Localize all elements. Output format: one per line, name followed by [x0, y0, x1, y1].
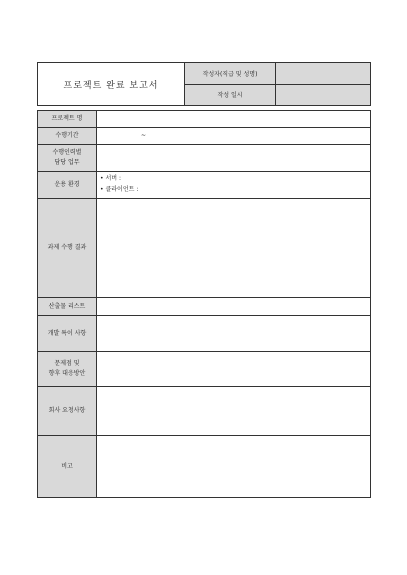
period-row: [38, 128, 371, 145]
results-row: [38, 199, 371, 298]
period-value: ~: [141, 132, 147, 139]
report-form: [37, 62, 371, 470]
staff-label-line2: 담당 업무: [54, 159, 80, 166]
requests-label: 회사 요청사항: [38, 387, 97, 436]
results-label: 과제 수행 결과: [38, 199, 97, 298]
env-row: [38, 172, 371, 199]
staff-label: [38, 145, 97, 172]
staff-label-line1: 수행인력별: [52, 149, 82, 156]
env-client: • 클라이언트 :: [100, 186, 139, 193]
date-value[interactable]: [276, 85, 370, 106]
remarks-label: 비고: [38, 436, 97, 498]
deliverables-value[interactable]: [97, 298, 371, 316]
report-title: 프로젝트 완료 보고서: [38, 63, 185, 105]
staff-value[interactable]: [97, 145, 371, 172]
project-name-value[interactable]: [97, 111, 371, 128]
issues-label-line1: 문제점 및: [54, 360, 80, 367]
author-label: 작성자(직급 및 성명): [185, 63, 276, 84]
env-label: 운용 환경: [38, 172, 97, 199]
issues-value[interactable]: [97, 352, 371, 387]
dev-notes-label: 개발 특이 사항: [38, 316, 97, 352]
env-value-cell[interactable]: [97, 172, 371, 199]
period-value-cell[interactable]: [97, 128, 371, 145]
report-header: [37, 62, 371, 106]
header-info: [185, 63, 370, 105]
issues-label-line2: 향후 대응방안: [48, 370, 86, 377]
project-name-label: 프로젝트 명: [38, 111, 97, 128]
report-body-table: [37, 110, 371, 498]
remarks-value[interactable]: [97, 436, 371, 498]
date-row: [185, 84, 370, 106]
env-server: • 서버 :: [100, 175, 121, 182]
deliverables-row: [38, 298, 371, 316]
author-row: [185, 63, 370, 84]
date-label: 작성 일시: [185, 85, 276, 106]
requests-row: [38, 387, 371, 436]
results-value[interactable]: [97, 199, 371, 298]
period-label: 수행기간: [38, 128, 97, 145]
project-name-row: [38, 111, 371, 128]
remarks-row: [38, 436, 371, 498]
deliverables-label: 산출물 리스트: [38, 298, 97, 316]
issues-row: [38, 352, 371, 387]
issues-label: [38, 352, 97, 387]
dev-notes-row: [38, 316, 371, 352]
dev-notes-value[interactable]: [97, 316, 371, 352]
staff-row: [38, 145, 371, 172]
requests-value[interactable]: [97, 387, 371, 436]
author-value[interactable]: [276, 63, 370, 84]
